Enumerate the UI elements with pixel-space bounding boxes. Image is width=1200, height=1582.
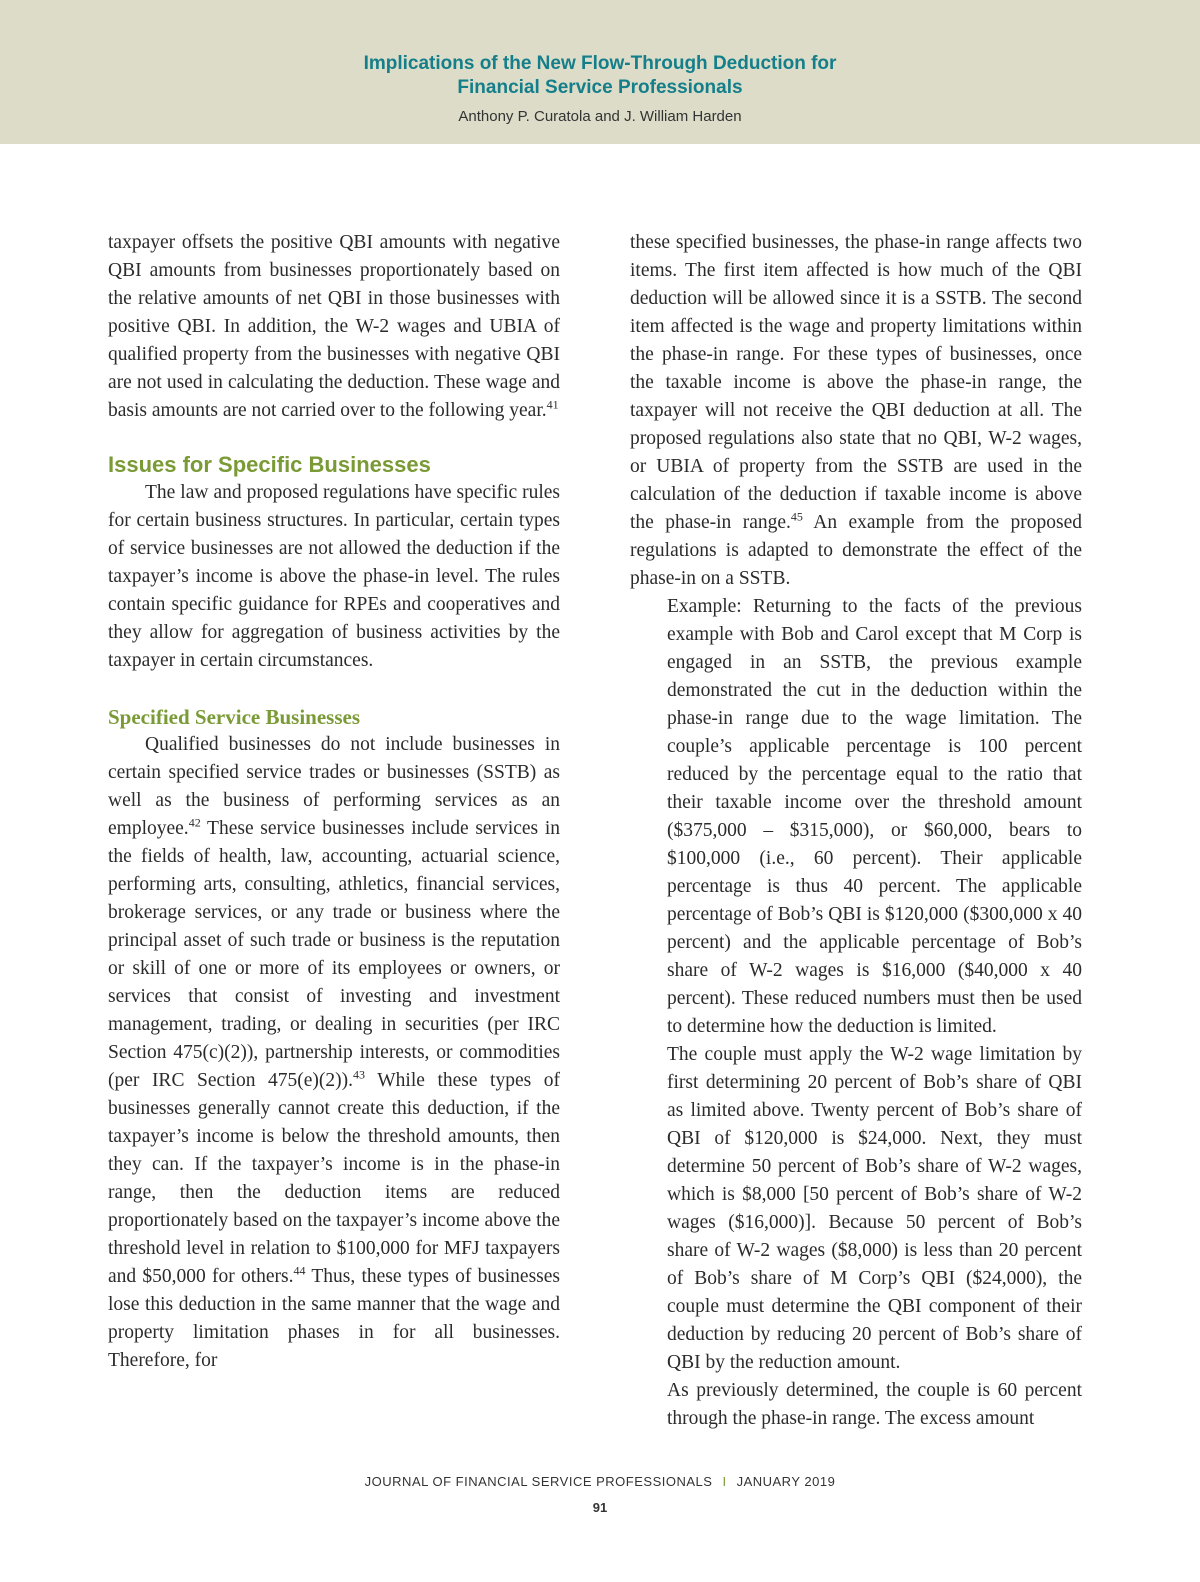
example-paragraph: Example: Returning to the facts of the previous example with Bob and Carol except that M Corp is engaged in an SSTB, the previous example demonstrated the cut in the deduction within the phase-in range due to the wage limitation. The couple’s applicable percentage is 100 percent reduced by the percentage equal to the ratio that their taxable income over the threshold amount ($375,000 – $315,000), or $60,000, bears to $100,000 (i.e., 60 percent). Their applicable percentage is thus 40 percent. The applicable percentage of Bob’s QBI is $120,000 ($300,000 x 40 percent) and the applicable percentage of Bob’s share of W-2 wages is $16,000 ($40,000 x 40 percent). These reduced numbers must then be used to determine how the deduction is limited.	[667, 596, 1082, 1037]
journal-name: JOURNAL OF FINANCIAL SERVICE PROFESSIONALS	[364, 1474, 713, 1489]
footnote-ref: 41	[546, 397, 559, 412]
article-title-line2: Financial Service Professionals	[457, 77, 743, 98]
section-heading: Issues for Specific Businesses	[108, 452, 431, 477]
footer-separator: I	[722, 1474, 727, 1489]
left-column	[108, 229, 560, 1375]
article-title	[0, 52, 1200, 100]
footnote-ref: 43	[353, 1067, 366, 1082]
article-authors: Anthony P. Curatola and J. William Harden	[458, 108, 742, 125]
paragraph-text: These service businesses include services in the fields of health, law, accounting, actuarial science, performing arts, consulting, athletics, financial services, brokerage services, or any trade or business where the principal asset of such trade or business is the reputation or skill of one or more of its employees or owners, or services that consist of investing and investment management, trading, or dealing in securities (per IRC Section 475(c)(2)), partnership interests, or commodities (per IRC Section 475(e)(2)).	[108, 818, 560, 1091]
example-paragraph: The couple must apply the W-2 wage limitation by first determining 20 percent of Bob’s share of QBI as limited above. Twenty percent of Bob’s share of QBI of $120,000 is $24,000. Next, they must determine 50 percent of Bob’s share of W-2 wages, which is $8,000 [50 percent of Bob’s share of W-2 wages ($16,000)]. Because 50 percent of Bob’s share of W-2 wages ($8,000) is less than 20 percent of Bob’s share of M Corp’s QBI ($24,000), the couple must determine the QBI component of their deduction by reducing 20 percent of Bob’s share of QBI by the reduction amount.	[667, 1044, 1082, 1373]
right-column	[630, 229, 1082, 1433]
paragraph	[108, 229, 560, 425]
footnote-ref: 44	[293, 1263, 306, 1278]
paragraph-text: taxpayer offsets the positive QBI amounts with negative QBI amounts from businesses proportionately based on the relative amounts of net QBI in those businesses with positive QBI. In addition, the W-2 wages and UBIA of qualified property from the businesses with negative QBI are not used in calculating the deduction. These wage and basis amounts are not carried over to the following year.	[108, 232, 560, 421]
paragraph	[108, 731, 560, 1375]
article-title-line1: Implications of the New Flow-Through Deduction for	[363, 53, 837, 74]
footnote-ref: 42	[188, 815, 201, 830]
paragraph-text: Thus, these types of businesses lose this deduction in the same manner that the wage and property limitation phases in for all businesses. Therefore, for	[108, 1266, 560, 1371]
footnote-ref: 45	[790, 509, 803, 524]
page-number: 91	[592, 1500, 608, 1515]
paragraph-text: these specified businesses, the phase-in range affects two items. The first item affected is how much of the QBI deduction will be allowed since it is a SSTB. The second item affected is the wage and property limitations within the phase-in range. For these types of businesses, once the taxable income is above the phase-in range, the taxpayer will not receive the QBI deduction at all. The proposed regulations also state that no QBI, W-2 wages, or UBIA of property from the SSTB are used in the calculation of the deduction if taxable income is above the phase-in range.	[630, 232, 1082, 533]
header-band	[0, 0, 1200, 144]
example-paragraph: As previously determined, the couple is 60 percent through the phase-in range. The excess amount	[667, 1380, 1082, 1429]
paragraph-text: Qualified businesses do not include businesses in certain specified service trades or businesses (SSTB) as well as the business of performing services as an employee.	[108, 734, 560, 839]
issue-date: JANUARY 2019	[736, 1474, 836, 1489]
paragraph: The law and proposed regulations have specific rules for certain business structures. In particular, certain types of service businesses are not allowed the deduction if the taxpayer’s income is above the phase-in level. The rules contain specific guidance for RPEs and cooperatives and they allow for aggregation of business activities by the taxpayer in certain circumstances.	[108, 482, 560, 671]
paragraph	[630, 229, 1082, 593]
paragraph-text: An example from the proposed regulations is adapted to demonstrate the effect of the phase-in on a SSTB.	[630, 512, 1083, 589]
journal-footer	[0, 1474, 1200, 1489]
paragraph-text: While these types of businesses generally cannot create this deduction, if the taxpayer’s income is below the threshold amounts, then they can. If the taxpayer’s income is in the phase-in range, then the deduction items are reduced proportionately based on the taxpayer’s income above the threshold level in relation to $100,000 for MFJ taxpayers and $50,000 for others.	[108, 1070, 561, 1287]
subsection-heading: Specified Service Businesses	[108, 705, 360, 729]
